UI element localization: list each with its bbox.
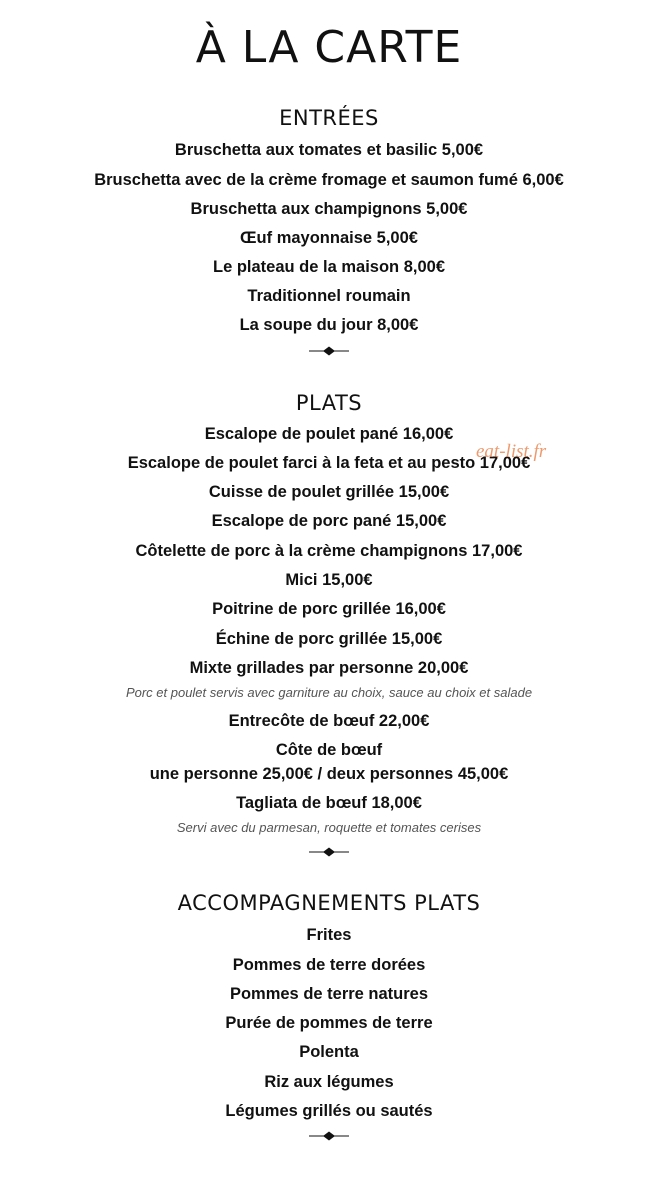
menu-item: Côte de bœuf [275, 741, 383, 759]
menu-item: Côtelette de porc à la crème champignons 17,00€ [135, 542, 523, 560]
menu-item: Entrecôte de bœuf 22,00€ [228, 712, 430, 730]
menu-item-note: Servi avec du parmesan, roquette et tomates cerises [176, 820, 482, 835]
menu-item: Bruschetta avec de la crème fromage et saumon fumé 6,00€ [94, 171, 564, 189]
menu-item: Escalope de poulet farci à la feta et au pesto 17,00€ [127, 454, 531, 472]
menu-item: Bruschetta aux tomates et basilic 5,00€ [174, 141, 484, 159]
menu-item: Mixte grillades par personne 20,00€ [189, 659, 469, 677]
menu-item: La soupe du jour 8,00€ [239, 316, 419, 334]
menu-item: Riz aux légumes [264, 1073, 394, 1091]
ornament-divider-icon [309, 1131, 349, 1141]
menu-item: Tagliata de bœuf 18,00€ [236, 794, 422, 812]
section-heading-entrees: ENTRÉES [279, 106, 379, 130]
menu-item: Pommes de terre natures [229, 985, 429, 1003]
menu-item: Polenta [299, 1043, 359, 1061]
menu-item: Le plateau de la maison 8,00€ [212, 258, 445, 276]
section-heading-accompagnements: ACCOMPAGNEMENTS PLATS [177, 891, 481, 915]
menu-item: Œuf mayonnaise 5,00€ [240, 229, 418, 247]
menu-item: Escalope de porc pané 15,00€ [211, 512, 447, 530]
menu-item: Légumes grillés ou sautés [225, 1102, 433, 1120]
menu-item: Purée de pommes de terre [225, 1014, 433, 1032]
menu-item: Mici 15,00€ [285, 571, 373, 589]
menu-item: Poitrine de porc grillée 16,00€ [212, 600, 446, 618]
page-title: À LA CARTE [195, 22, 463, 73]
menu-item: une personne 25,00€ / deux personnes 45,00€ [149, 765, 509, 783]
menu-item: Échine de porc grillée 15,00€ [215, 630, 443, 648]
menu-item: Bruschetta aux champignons 5,00€ [190, 200, 468, 218]
menu-item: Frites [306, 926, 352, 944]
menu-item: Cuisse de poulet grillée 15,00€ [208, 483, 450, 501]
menu-item: Traditionnel roumain [247, 287, 411, 305]
menu-item-note: Porc et poulet servis avec garniture au choix, sauce au choix et salade [125, 685, 533, 700]
watermark: eat-list.fr [476, 441, 547, 462]
ornament-divider-icon [309, 346, 349, 356]
ornament-divider-icon [309, 847, 349, 857]
section-heading-plats: PLATS [295, 391, 363, 415]
menu-item: Escalope de poulet pané 16,00€ [204, 425, 454, 443]
menu-item: Pommes de terre dorées [232, 956, 426, 974]
